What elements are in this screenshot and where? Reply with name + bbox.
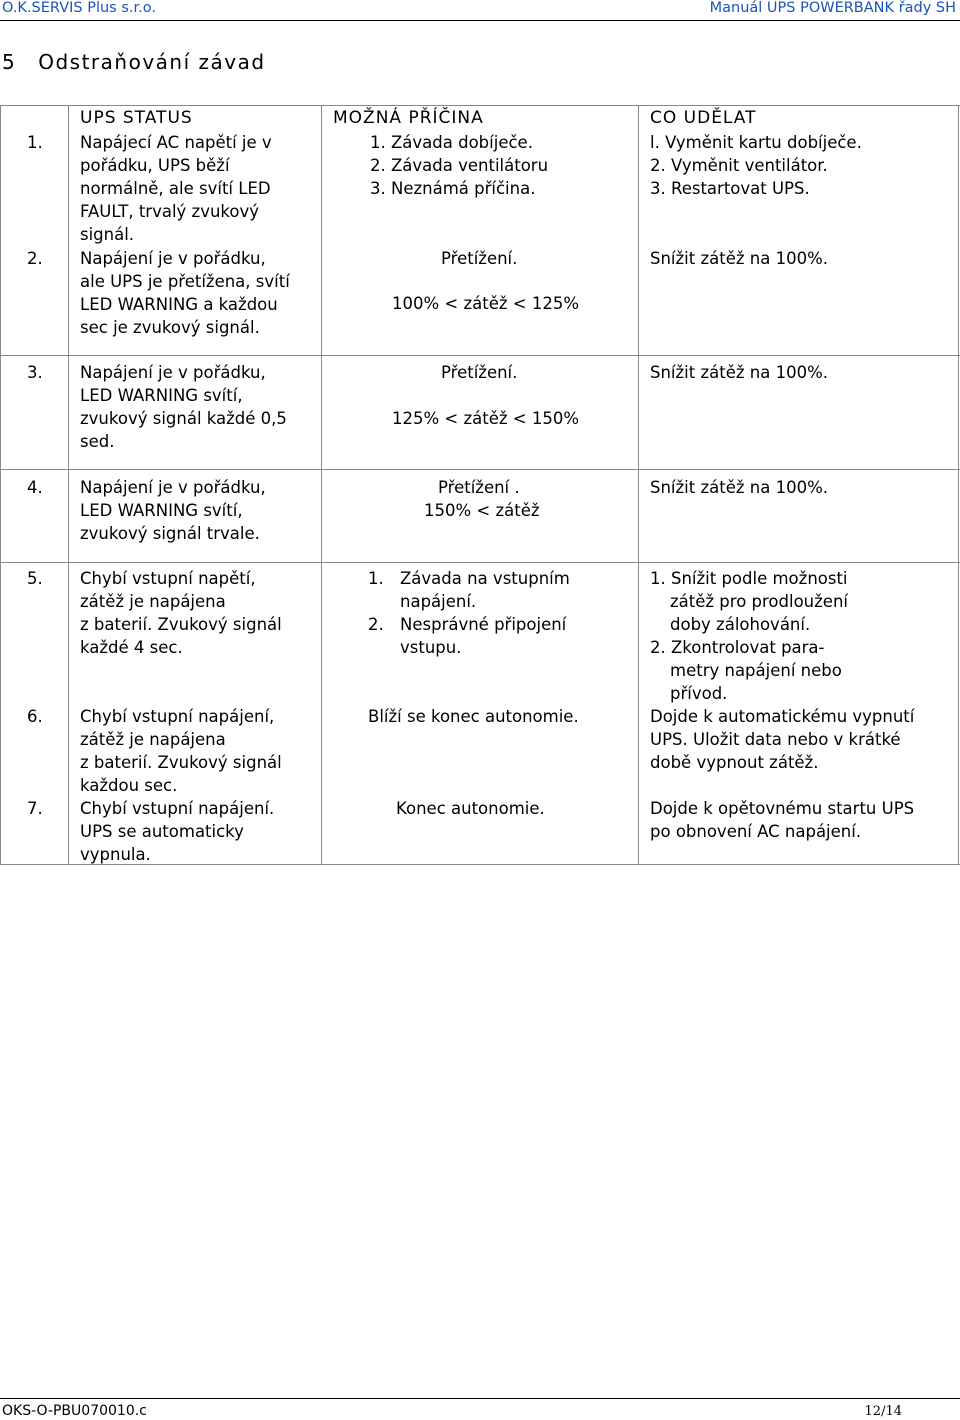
cause-line: Přetížení . xyxy=(438,478,520,497)
row-number: 3. xyxy=(27,363,43,382)
cause-line: 2. xyxy=(368,615,384,634)
row-number: 1. xyxy=(27,133,43,152)
status-line: každé 4 sec. xyxy=(80,638,183,657)
status-line: Chybí vstupní napájení. xyxy=(80,799,275,818)
section-number: 5 xyxy=(2,50,17,74)
row-divider xyxy=(0,469,960,470)
action-line: Snížit zátěž na 100%. xyxy=(650,249,829,268)
status-line: FAULT, trvalý zvukový xyxy=(80,202,260,221)
status-line: zvukový signál trvale. xyxy=(80,524,260,543)
cause-line: napájení. xyxy=(400,592,477,611)
action-line: l. Vyměnit kartu dobíječe. xyxy=(650,133,862,152)
header-what-to-do: CO UDĚLAT xyxy=(650,108,757,128)
cause-line: 1. Závada dobíječe. xyxy=(370,133,533,152)
action-line: 2. Vyměnit ventilátor. xyxy=(650,156,828,175)
status-line: LED WARNING a každou xyxy=(80,295,278,314)
status-line: pořádku, UPS běží xyxy=(80,156,230,175)
status-line: Chybí vstupní napětí, xyxy=(80,569,256,588)
action-line: 3. Restartovat UPS. xyxy=(650,179,810,198)
action-line: metry napájení nebo xyxy=(670,661,842,680)
header-divider xyxy=(0,20,960,21)
troubleshooting-table xyxy=(0,105,960,865)
page-header xyxy=(0,0,960,22)
table-border-left xyxy=(0,105,1,865)
page-footer xyxy=(0,1398,960,1420)
status-line: LED WARNING svítí, xyxy=(80,501,243,520)
table-col-divider xyxy=(638,105,639,865)
row-number: 2. xyxy=(27,249,43,268)
cause-line: Přetížení. xyxy=(441,249,518,268)
action-line: 1. Snížit podle možnosti xyxy=(650,569,848,588)
status-line: vypnula. xyxy=(80,845,151,864)
status-line: signál. xyxy=(80,225,135,244)
status-line: Napájení je v pořádku, xyxy=(80,478,266,497)
page-number: 12/14 xyxy=(864,1404,902,1419)
footer-divider xyxy=(0,1398,960,1399)
status-line: Napájení je v pořádku, xyxy=(80,249,266,268)
action-line: doby zálohování. xyxy=(670,615,811,634)
row-number: 5. xyxy=(27,569,43,588)
cause-line: Konec autonomie. xyxy=(396,799,545,818)
cause-line: 3. Neznámá příčina. xyxy=(370,179,536,198)
section-title: Odstraňování závad xyxy=(38,50,266,74)
row-number: 6. xyxy=(27,707,43,726)
cause-line: 1. xyxy=(368,569,384,588)
action-line: zátěž pro prodloužení xyxy=(670,592,848,611)
row-number: 7. xyxy=(27,799,43,818)
table-col-divider xyxy=(68,105,69,865)
table-border-right xyxy=(958,105,959,865)
action-line: Snížit zátěž na 100%. xyxy=(650,478,829,497)
manual-title: Manuál UPS POWERBANK řady SH xyxy=(709,0,956,16)
header-possible-cause: MOŽNÁ PŘÍČINA xyxy=(333,108,484,128)
company-name: O.K.SERVIS Plus s.r.o. xyxy=(2,0,156,16)
cause-line: Závada na vstupním xyxy=(400,569,570,588)
status-line: UPS se automaticky xyxy=(80,822,244,841)
cause-line: 100% < zátěž < 125% xyxy=(392,294,580,313)
cause-line: 125% < zátěž < 150% xyxy=(392,409,580,428)
status-line: ale UPS je přetížena, svítí xyxy=(80,272,290,291)
status-line: každou sec. xyxy=(80,776,178,795)
status-line: z baterií. Zvukový signál xyxy=(80,753,282,772)
status-line: LED WARNING svítí, xyxy=(80,386,243,405)
status-line: normálně, ale svítí LED xyxy=(80,179,271,198)
status-line: zvukový signál každé 0,5 xyxy=(80,409,287,428)
action-line: Dojde k automatickému vypnutí xyxy=(650,707,915,726)
status-line: zátěž je napájena xyxy=(80,592,226,611)
action-line: době vypnout zátěž. xyxy=(650,753,819,772)
status-line: zátěž je napájena xyxy=(80,730,226,749)
header-ups-status: UPS STATUS xyxy=(80,108,193,128)
cause-line: vstupu. xyxy=(400,638,462,657)
cause-line: 2. Závada ventilátoru xyxy=(370,156,549,175)
action-line: po obnovení AC napájení. xyxy=(650,822,862,841)
status-line: Napájecí AC napětí je v xyxy=(80,133,272,152)
status-line: sec je zvukový signál. xyxy=(80,318,260,337)
row-number: 4. xyxy=(27,478,43,497)
action-line: přívod. xyxy=(670,684,728,703)
section-heading xyxy=(2,50,266,74)
status-line: sed. xyxy=(80,432,115,451)
document-id: OKS-O-PBU070010.c xyxy=(2,1403,147,1419)
table-border-top xyxy=(0,105,960,106)
cause-line: Blíží se konec autonomie. xyxy=(368,707,579,726)
action-line: Dojde k opětovnému startu UPS xyxy=(650,799,915,818)
cause-line: Přetížení. xyxy=(441,363,518,382)
status-line: Chybí vstupní napájení, xyxy=(80,707,275,726)
action-line: UPS. Uložit data nebo v krátké xyxy=(650,730,901,749)
row-divider xyxy=(0,355,960,356)
cause-line: Nesprávné připojení xyxy=(400,615,567,634)
status-line: z baterií. Zvukový signál xyxy=(80,615,282,634)
row-divider xyxy=(0,562,960,563)
cause-line: 150% < zátěž xyxy=(424,501,540,520)
action-line: Snížit zátěž na 100%. xyxy=(650,363,829,382)
action-line: 2. Zkontrolovat para- xyxy=(650,638,825,657)
status-line: Napájení je v pořádku, xyxy=(80,363,266,382)
table-col-divider xyxy=(321,105,322,865)
